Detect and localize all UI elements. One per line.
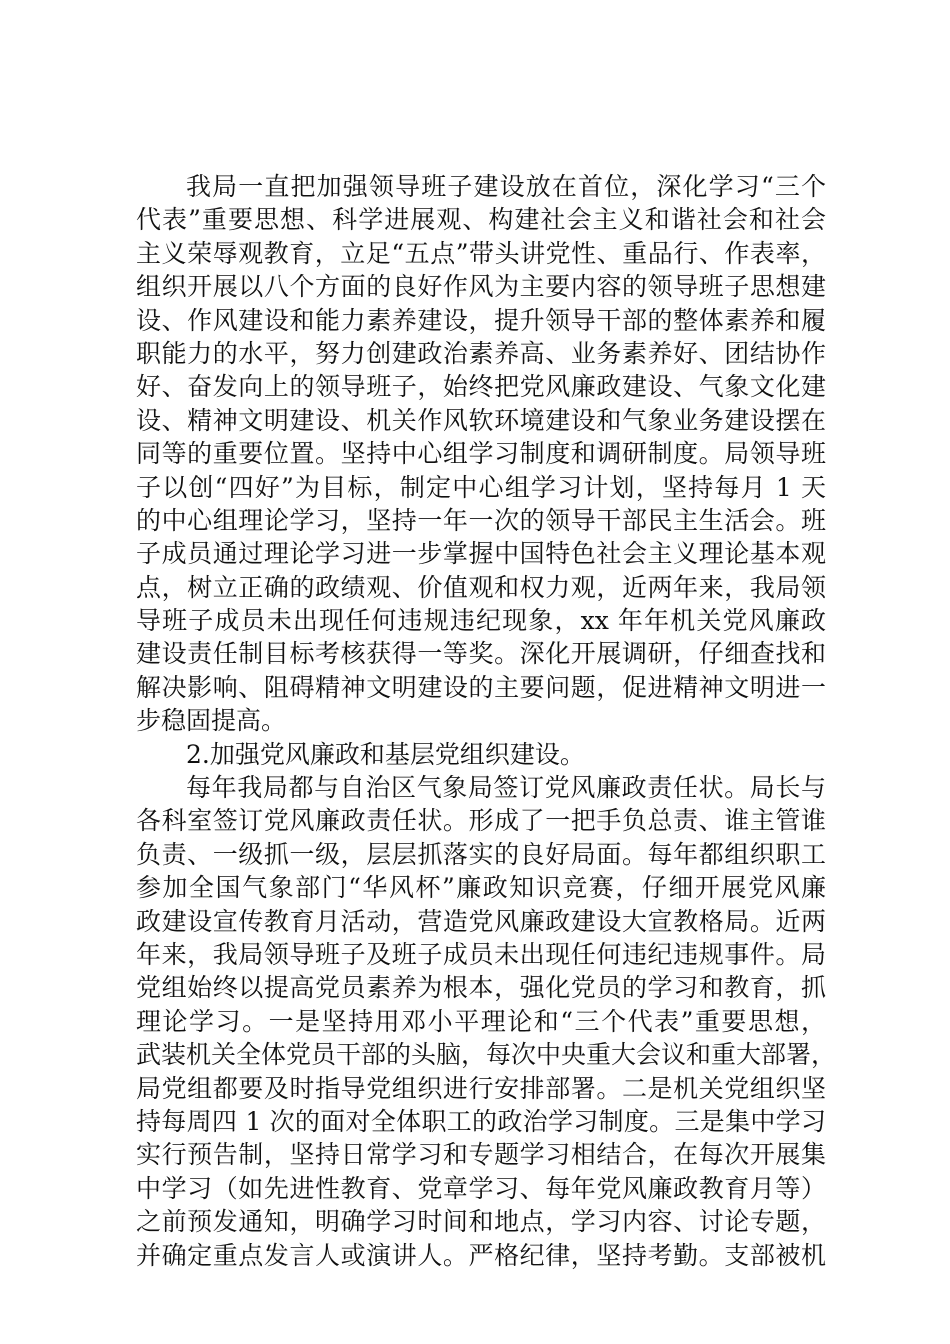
text-line: 步稳固提高。 — [136, 706, 287, 736]
text-line: 政建设宣传教育月活动，营造党风廉政建设大宣教格局。近两 — [136, 906, 826, 936]
text-line: 并确定重点发言人或演讲人。严格纪律，坚持考勤。支部被机 — [136, 1240, 826, 1270]
text-line: 武装机关全体党员干部的头脑，每次中央重大会议和重大部署， — [136, 1040, 837, 1070]
text-line: 组织开展以八个方面的良好作风为主要内容的领导班子思想建 — [136, 272, 826, 302]
text-line: 的中心组理论学习，坚持一年一次的领导干部民主生活会。班 — [136, 505, 826, 535]
text-line: 中学习（如先进性教育、党章学习、每年党风廉政教育月等） — [136, 1173, 826, 1203]
document-body — [136, 170, 837, 1272]
text-line: 我局一直把加强领导班子建设放在首位，深化学习“三个 — [186, 172, 826, 201]
text-line: 设、作风建设和能力素养建设，提升领导干部的整体素养和履 — [136, 305, 826, 335]
text-line: 每年我局都与自治区气象局签订党风廉政责任状。局长与 — [186, 773, 826, 803]
text-line: 理论学习。一是坚持用邓小平理论和“三个代表”重要思想， — [136, 1006, 826, 1036]
text-line: 主义荣辱观教育，立足“五点”带头讲党性、重品行、作表率， — [136, 238, 826, 268]
text-line: 建设责任制目标考核获得一等奖。深化开展调研，仔细查找和 — [136, 639, 826, 669]
text-line: 2.加强党风廉政和基层党组织建设。 — [186, 739, 585, 769]
text-line: 局党组都要及时指导党组织进行安排部署。二是机关党组织坚 — [136, 1073, 826, 1103]
text-line: 参加全国气象部门“华风杯”廉政知识竞赛，仔细开展党风廉 — [136, 873, 826, 903]
text-line: 各科室签订党风廉政责任状。形成了一把手负总责、谁主管谁 — [136, 806, 826, 836]
text-line: 实行预告制，坚持日常学习和专题学习相结合，在每次开展集 — [136, 1140, 826, 1170]
text-line: 子成员通过理论学习进一步掌握中国特色社会主义理论基本观 — [136, 539, 826, 569]
text-line: 解决影响、阻碍精神文明建设的主要问题，促进精神文明进一 — [136, 672, 826, 702]
text-line: 导班子成员未出现任何违规违纪现象，xx 年年机关党风廉政 — [136, 606, 826, 636]
text-line: 党组始终以提高党员素养为根本，强化党员的学习和教育，抓 — [136, 973, 826, 1003]
text-line: 子以创“四好”为目标，制定中心组学习计划，坚持每月 1 天 — [136, 472, 826, 502]
text-line: 点，树立正确的政绩观、价值观和权力观，近两年来，我局领 — [136, 572, 826, 602]
text-line: 设、精神文明建设、机关作风软环境建设和气象业务建设摆在 — [136, 405, 826, 435]
text-line: 持每周四 1 次的面对全体职工的政治学习制度。三是集中学习 — [136, 1106, 826, 1136]
text-line: 负责、一级抓一级，层层抓落实的良好局面。每年都组织职工 — [136, 839, 826, 869]
text-line: 同等的重要位置。坚持中心组学习制度和调研制度。局领导班 — [136, 439, 826, 469]
text-line: 好、奋发向上的领导班子，始终把党风廉政建设、气象文化建 — [136, 372, 826, 402]
text-line: 之前预发通知，明确学习时间和地点，学习内容、讨论专题， — [136, 1207, 826, 1237]
text-line: 年来，我局领导班子及班子成员未出现任何违纪违规事件。局 — [136, 939, 826, 969]
text-line: 职能力的水平，努力创建政治素养高、业务素养好、团结协作 — [136, 338, 826, 368]
text-line: 代表”重要思想、科学进展观、构建社会主义和谐社会和社会 — [136, 205, 826, 235]
